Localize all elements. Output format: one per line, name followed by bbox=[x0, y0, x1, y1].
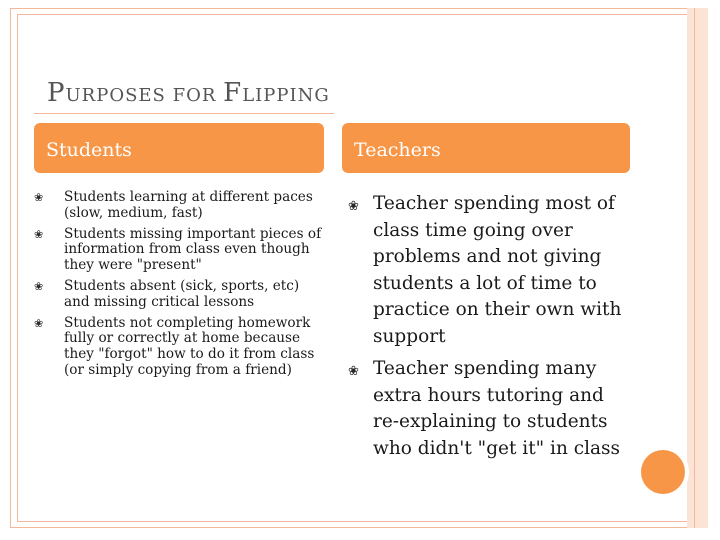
bullet-icon: ❀ bbox=[34, 316, 44, 330]
list-item bbox=[34, 279, 324, 311]
title-underline bbox=[34, 113, 334, 114]
list-item bbox=[34, 316, 324, 379]
right-decor-bar bbox=[687, 8, 708, 528]
list-item bbox=[34, 190, 324, 222]
bullet-icon: ❀ bbox=[348, 199, 359, 214]
list-item-text: Students absent (sick, sports, etc) and missing critical lessons bbox=[64, 277, 300, 310]
students-list bbox=[34, 190, 324, 384]
title-rest-2: LIPPING bbox=[242, 85, 330, 106]
list-item-text: Teacher spending many extra hours tutoring and re-explaining to students who didn't "get it" in class bbox=[373, 358, 621, 459]
teachers-list bbox=[342, 191, 632, 468]
list-item-text: Students learning at different paces (slow, medium, fast) bbox=[64, 189, 313, 221]
list-item bbox=[342, 191, 632, 350]
right-decor-line bbox=[694, 8, 695, 528]
bullet-icon: ❀ bbox=[34, 227, 44, 241]
bullet-icon: ❀ bbox=[348, 364, 359, 379]
title-cap-2: F bbox=[223, 78, 243, 108]
decor-circle bbox=[641, 450, 685, 494]
page-title bbox=[47, 78, 330, 108]
students-header: Students bbox=[34, 123, 324, 173]
bullet-icon: ❀ bbox=[34, 279, 44, 293]
title-rest-1: URPOSES bbox=[65, 85, 166, 106]
list-item-text: Students missing important pieces of information from class even though they were "present" bbox=[64, 225, 322, 274]
list-item bbox=[34, 227, 324, 274]
bullet-icon: ❀ bbox=[34, 191, 44, 204]
list-item-text: Teacher spending most of class time going over problems and not giving students a lot of time to practice on their own with support bbox=[373, 193, 622, 347]
list-item bbox=[342, 356, 632, 462]
list-item-text: Students not completing homework fully or correctly at home because they "forgot" how to do it from class (or simply copying from a friend) bbox=[64, 314, 315, 378]
title-mid: FOR bbox=[165, 85, 224, 106]
title-cap-1: P bbox=[47, 78, 66, 108]
teachers-header: Teachers bbox=[342, 123, 630, 173]
